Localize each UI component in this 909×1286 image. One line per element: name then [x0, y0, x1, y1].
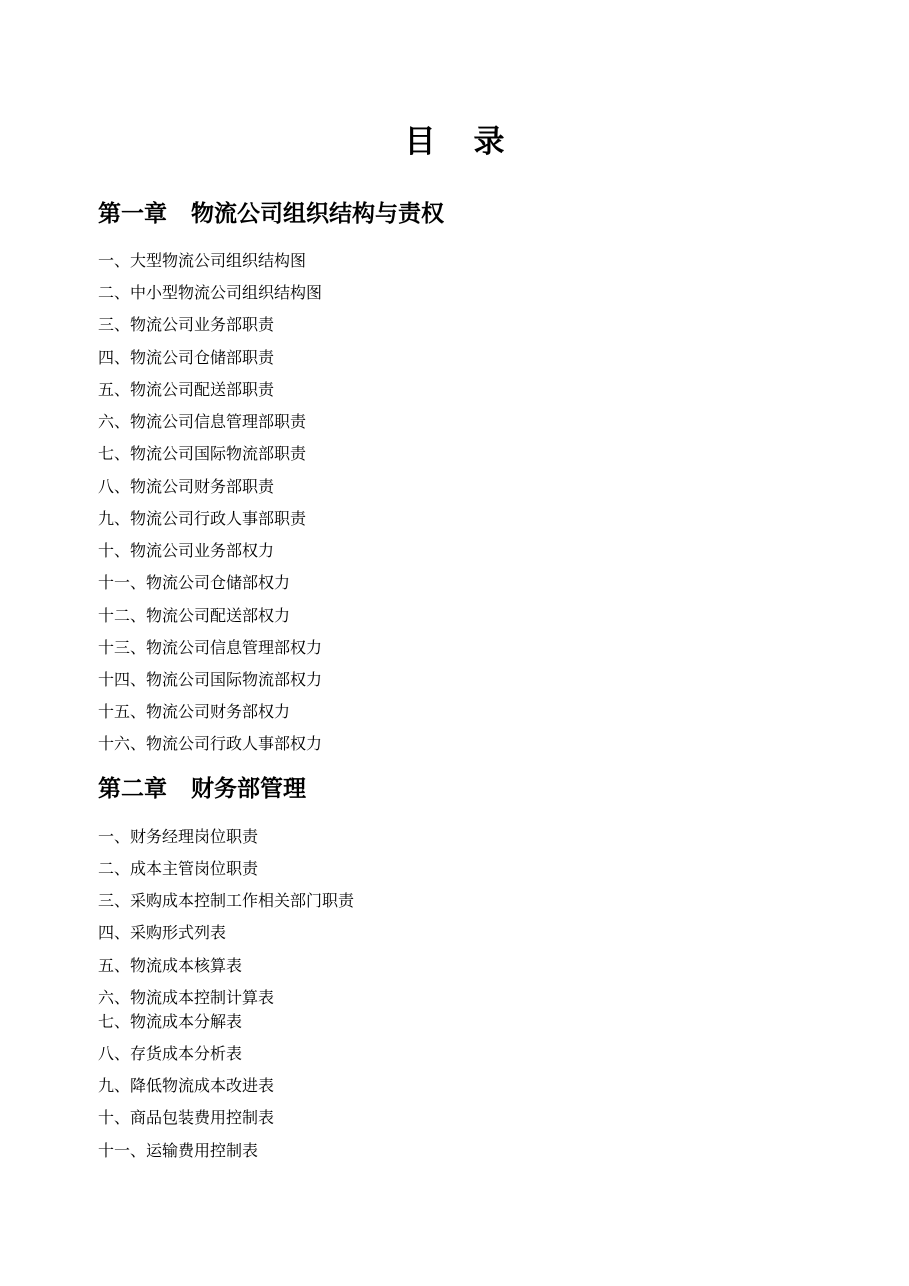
toc-entry: 六、物流成本控制计算表 [98, 988, 275, 1007]
toc-entry: 二、成本主管岗位职责 [98, 859, 259, 878]
toc-entry: 十、物流公司业务部权力 [98, 541, 275, 560]
toc-entry: 九、降低物流成本改进表 [98, 1076, 275, 1095]
toc-entry: 九、物流公司行政人事部职责 [98, 509, 307, 528]
toc-entry: 三、采购成本控制工作相关部门职责 [98, 891, 355, 910]
toc-entry: 七、物流成本分解表 [98, 1012, 243, 1031]
toc-entry: 三、物流公司业务部职责 [98, 315, 275, 334]
chapter-section [98, 199, 444, 753]
toc-entry: 八、物流公司财务部职责 [98, 477, 275, 496]
toc-entry: 二、中小型物流公司组织结构图 [98, 283, 323, 302]
chapter-number: 第一章 [98, 201, 167, 227]
toc-entry: 五、物流公司配送部职责 [98, 380, 275, 399]
chapter-name: 财务部管理 [191, 776, 306, 802]
toc-entry: 四、物流公司仓储部职责 [98, 348, 275, 367]
toc-entry: 十五、物流公司财务部权力 [98, 702, 291, 721]
chapter-number: 第二章 [98, 776, 167, 802]
toc-entry: 十三、物流公司信息管理部权力 [98, 638, 323, 657]
chapter-heading [98, 199, 444, 229]
toc-entry: 十六、物流公司行政人事部权力 [98, 734, 323, 753]
toc-entry: 八、存货成本分析表 [98, 1044, 243, 1063]
toc-entry: 五、物流成本核算表 [98, 956, 243, 975]
toc-entry: 十四、物流公司国际物流部权力 [98, 670, 323, 689]
toc-entry: 十一、运输费用控制表 [98, 1141, 259, 1160]
chapter-heading [98, 774, 306, 804]
chapter-name: 物流公司组织结构与责权 [191, 201, 444, 227]
chapter-section [98, 774, 355, 1160]
toc-title: 目录 [404, 124, 543, 160]
toc-entry: 十二、物流公司配送部权力 [98, 606, 291, 625]
toc-entry: 十、商品包装费用控制表 [98, 1108, 275, 1127]
toc-entry: 一、财务经理岗位职责 [98, 827, 259, 846]
toc-entry: 六、物流公司信息管理部职责 [98, 412, 307, 431]
toc-entry: 一、大型物流公司组织结构图 [98, 251, 307, 270]
toc-entry: 十一、物流公司仓储部权力 [98, 573, 291, 592]
toc-entry: 四、采购形式列表 [98, 923, 227, 942]
toc-entry: 七、物流公司国际物流部职责 [98, 444, 307, 463]
